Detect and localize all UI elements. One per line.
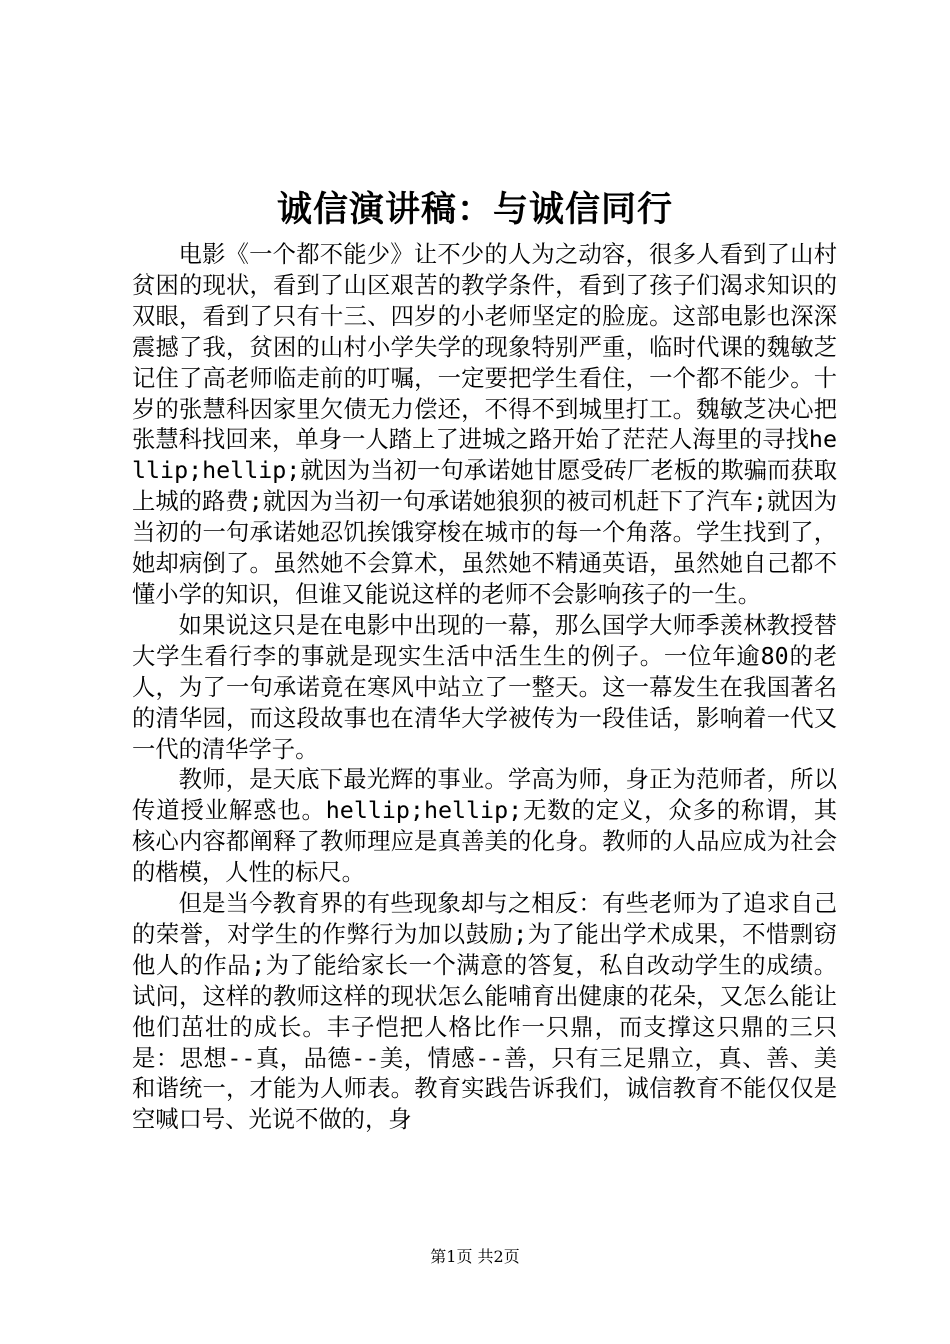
document-title: 诚信演讲稿：与诚信同行 <box>276 189 673 230</box>
paragraph: 电影《一个都不能少》让不少的人为之动容，很多人看到了山村贫困的现状，看到了山区艰苦的教学条件，看到了孩子们渴求知识的双眼，看到了只有十三、四岁的小老师坚定的脸庞。这部电影也深深震撼了我，贫困的山村小学失学的现象特别严重，临时代课的魏敏芝记住了高老师临走前的叮嘱，一定要把学生看住，一个都不能少。十岁的张慧科因家里欠债无力偿还，不得不到城里打工。魏敏芝决心把张慧科找回来，单身一人踏上了进城之路开始了茫茫人海里的寻找hellip;hellip;就因为当初一句承诺她甘愿受砖厂老板的欺骗而获取上城的路费;就因为当初一句承诺她狼狈的被司机赶下了汽车;就因为当初的一句承诺她忍饥挨饿穿梭在城市的每一个角落。学生找到了，她却病倒了。虽然她不会算术，虽然她不精通英语，虽然她自己都不懂小学的知识，但谁又能说这样的老师不会影响孩子的一生。 <box>132 241 837 608</box>
page-number-footer: 第1页 共2页 <box>430 1247 520 1266</box>
paragraph: 但是当今教育界的有些现象却与之相反：有些老师为了追求自己的荣誉，对学生的作弊行为加以鼓励;为了能出学术成果，不惜剽窃他人的作品;为了能给家长一个满意的答复，私自改动学生的成绩。试问，这样的教师这样的现状怎么能哺育出健康的花朵，又怎么能让他们茁壮的成长。丰子恺把人格比作一只鼎，而支撑这只鼎的三只是：思想--真，品德--美，情感--善，只有三足鼎立，真、善、美和谐统一，才能为人师表。教育实践告诉我们，诚信教育不能仅仅是空喊口号、光说不做的，身 <box>132 890 837 1134</box>
paragraph: 教师，是天底下最光辉的事业。学高为师，身正为范师者，所以传道授业解惑也。hellip;hellip;无数的定义，众多的称谓，其核心内容都阐释了教师理应是真善美的化身。教师的人品应成为社会的楷模，人性的标尺。 <box>132 766 837 887</box>
paragraph: 如果说这只是在电影中出现的一幕，那么国学大师季羡林教授替大学生看行李的事就是现实生活中活生生的例子。一位年逾80的老人，为了一句承诺竟在寒风中站立了一整天。这一幕发生在我国著名的清华园，而这段故事也在清华大学被传为一段佳话，影响着一代又一代的清华学子。 <box>132 611 837 763</box>
document-body <box>132 240 837 1136</box>
